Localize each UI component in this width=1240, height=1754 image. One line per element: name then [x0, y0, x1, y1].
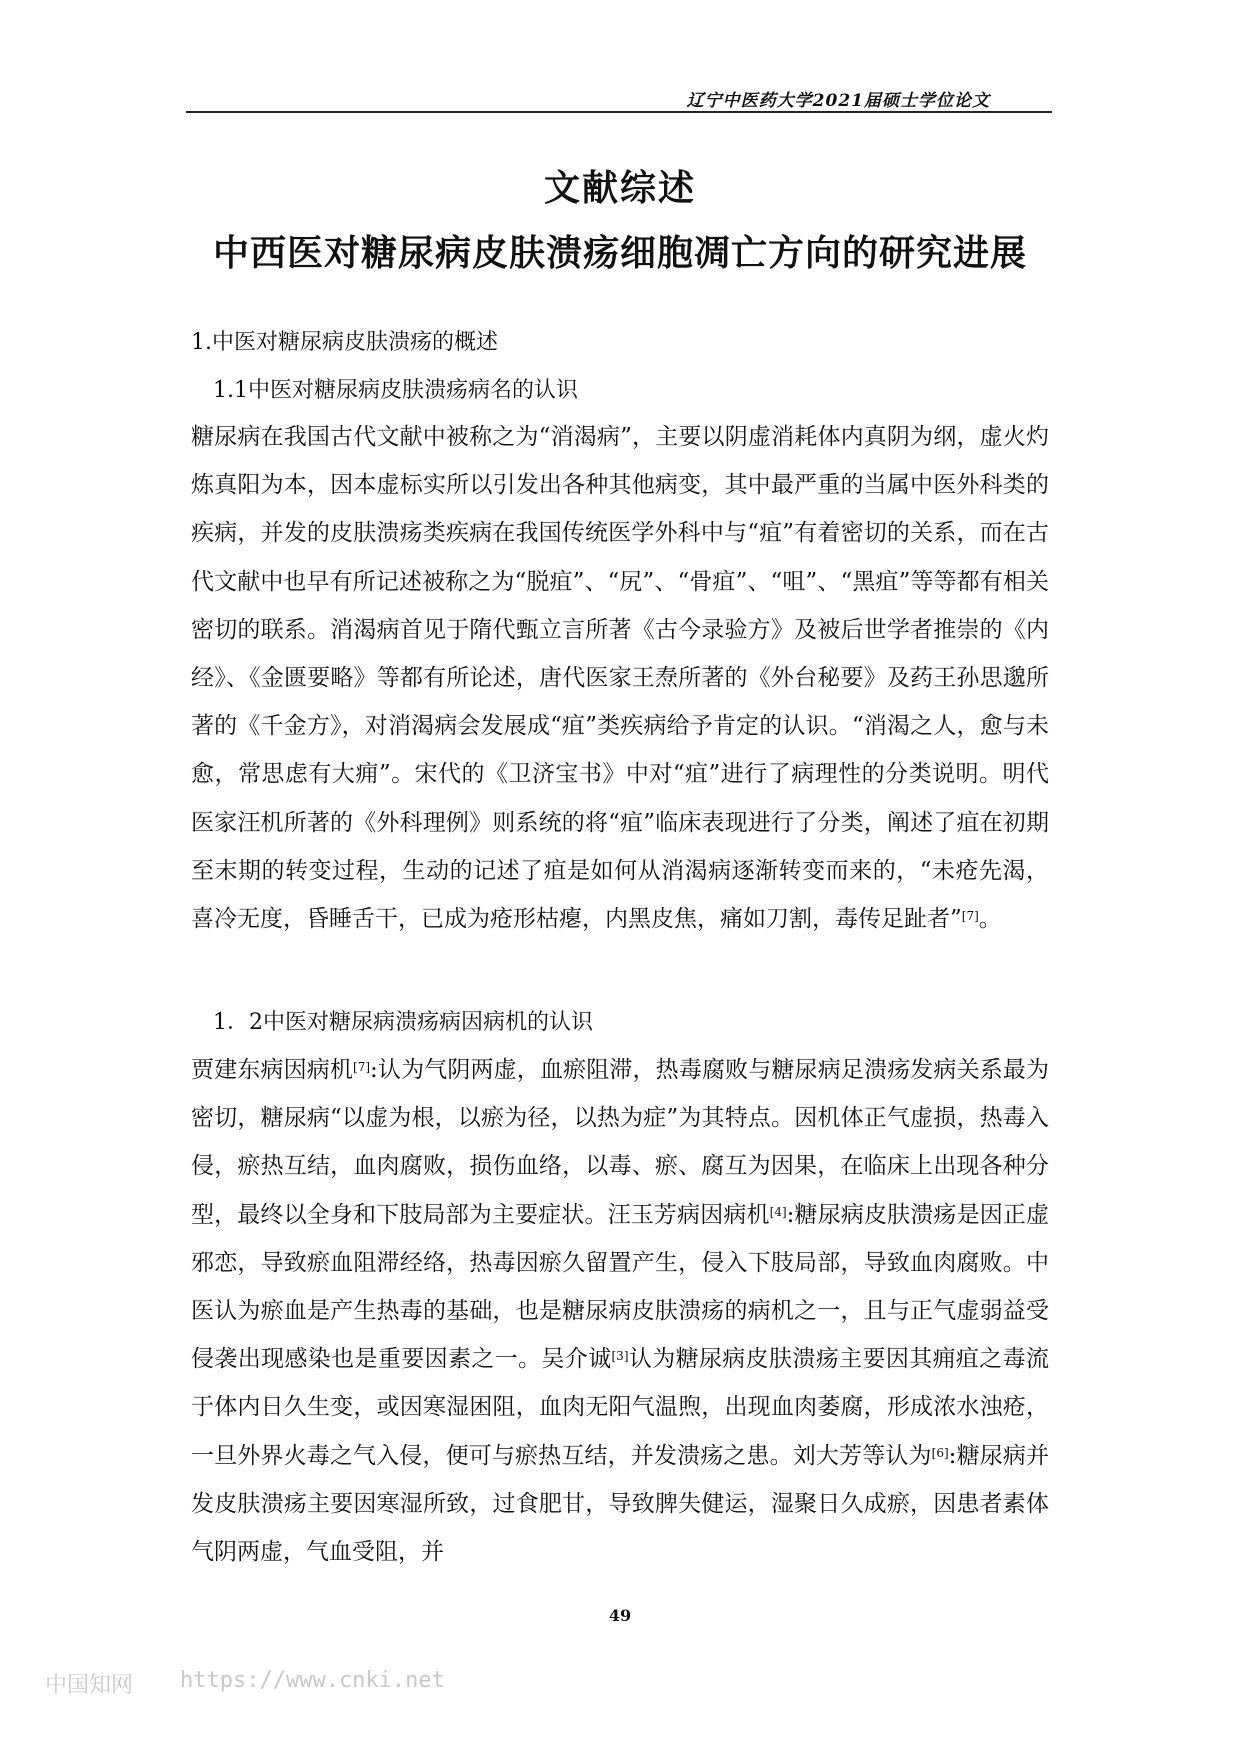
paper-title: 中西医对糖尿病皮肤溃疡细胞凋亡方向的研究进展: [212, 233, 1027, 274]
paragraph-text: 糖尿病在我国古代文献中被称之为“消渴病”，主要以阴虚消耗体内真阴为纲，虚火灼炼真阳为本，因本虚标实所以引发出各种其他病变，其中最严重的当属中医外科类的疾病，并发的皮肤溃疡类疾病在我国传统医学外科中与“疽”有着密切的关系，而在古代文献中也早有所记述被称之为“脱疽”、“尻”、“骨疽”、“咀”、“黑疽”等等都有相关密切的联系。消渴病首见于隋代甄立言所著《古今录验方》及被后世学者推崇的《内经》、《金匮要略》等都有所论述，唐代医家王焘所著的《外台秘要》及药王孙思邈所著的《千金方》，对消渴病会发展成“疽”类疾病给予肯定的认识。“消渴之人，愈与未愈，常思虑有大痈”。宋代的《卫济宝书》中对“疽”进行了病理性的分类说明。明代医家汪机所著的《外科理例》则系统的将“疽”临床表现进行了分类，阐述了疽在初期至末期的转变过程，生动的记述了疽是如何从消渴病逐渐转变而来的，“未疮先渴，喜冷无度，昏睡舌干，已成为疮形枯瘪，内黑皮焦，痛如刀割，毒传足趾者”: [191, 424, 1049, 933]
citation-ref[interactable]: [7]: [353, 1060, 371, 1074]
paragraph-etiology: [191, 1046, 1049, 1576]
citation-ref[interactable]: [7]: [961, 909, 979, 924]
running-header: 辽宁中医药大学2021届硕士学位论文: [686, 91, 990, 111]
section-title: 文献综述: [543, 168, 696, 209]
paragraph-text: 贾建东病因病机: [191, 1057, 354, 1083]
paragraph-text: :糖尿病皮肤溃疡是因正虚邪恋，导致瘀血阻滞经络，热毒因瘀久留置产生，侵入下肢局部，导致血肉腐败。中医认为瘀血是产生热毒的基础，也是糖尿病皮肤溃疡的病机之一，且与正气虚弱益受侵袭出现感染也是重要因素之一。吴介诚: [191, 1201, 1050, 1373]
watermark-brand: 中国知网: [45, 1673, 134, 1698]
paragraph-text: :糖尿病并发皮肤溃疡主要因寒湿所致，过食肥甘，导致脾失健运，湿聚日久成瘀，因患者素体气阴两虚，气血受阻，并: [191, 1442, 1050, 1566]
header-rule: [186, 111, 1052, 113]
heading-1-2: 1．2中医对糖尿病溃疡病因病机的认识: [213, 1010, 593, 1035]
page-number: 49: [608, 1606, 632, 1625]
heading-1: 1.中医对糖尿病皮肤溃疡的概述: [191, 330, 498, 355]
paragraph-text: :认为气阴两虚，血瘀阻滞，热毒腐败与糖尿病足溃疡发病关系最为密切，糖尿病“以虚为根，以瘀为径，以热为症”为其特点。因机体正气虚损，热毒入侵，瘀热互结，血肉腐败，损伤血络，以毒、瘀、腐互为因果，在临床上出现各种分型，最终以全身和下肢局部为主要症状。汪玉芳病因病机: [191, 1057, 1050, 1228]
paragraph-text: 。: [978, 906, 1002, 933]
watermark-url[interactable]: https://www.cnki.net: [180, 1668, 445, 1693]
citation-ref[interactable]: [3]: [611, 1349, 629, 1364]
paragraph-text: 认为糖尿病皮肤溃疡主要因其痈疽之毒流于体内日久生变，或因寒湿困阻，血肉无阳气温煦，出现血肉萎腐，形成浓水浊疮，一旦外界火毒之气入侵，便可与瘀热互结，并发溃疡之患。刘大芳等认为: [191, 1346, 1050, 1469]
paragraph-disease-name: [191, 413, 1049, 943]
citation-ref[interactable]: [4]: [769, 1204, 787, 1219]
heading-1-1: 1.1中医对糖尿病皮肤溃疡病名的认识: [213, 378, 578, 403]
citation-ref[interactable]: [6]: [931, 1445, 949, 1460]
